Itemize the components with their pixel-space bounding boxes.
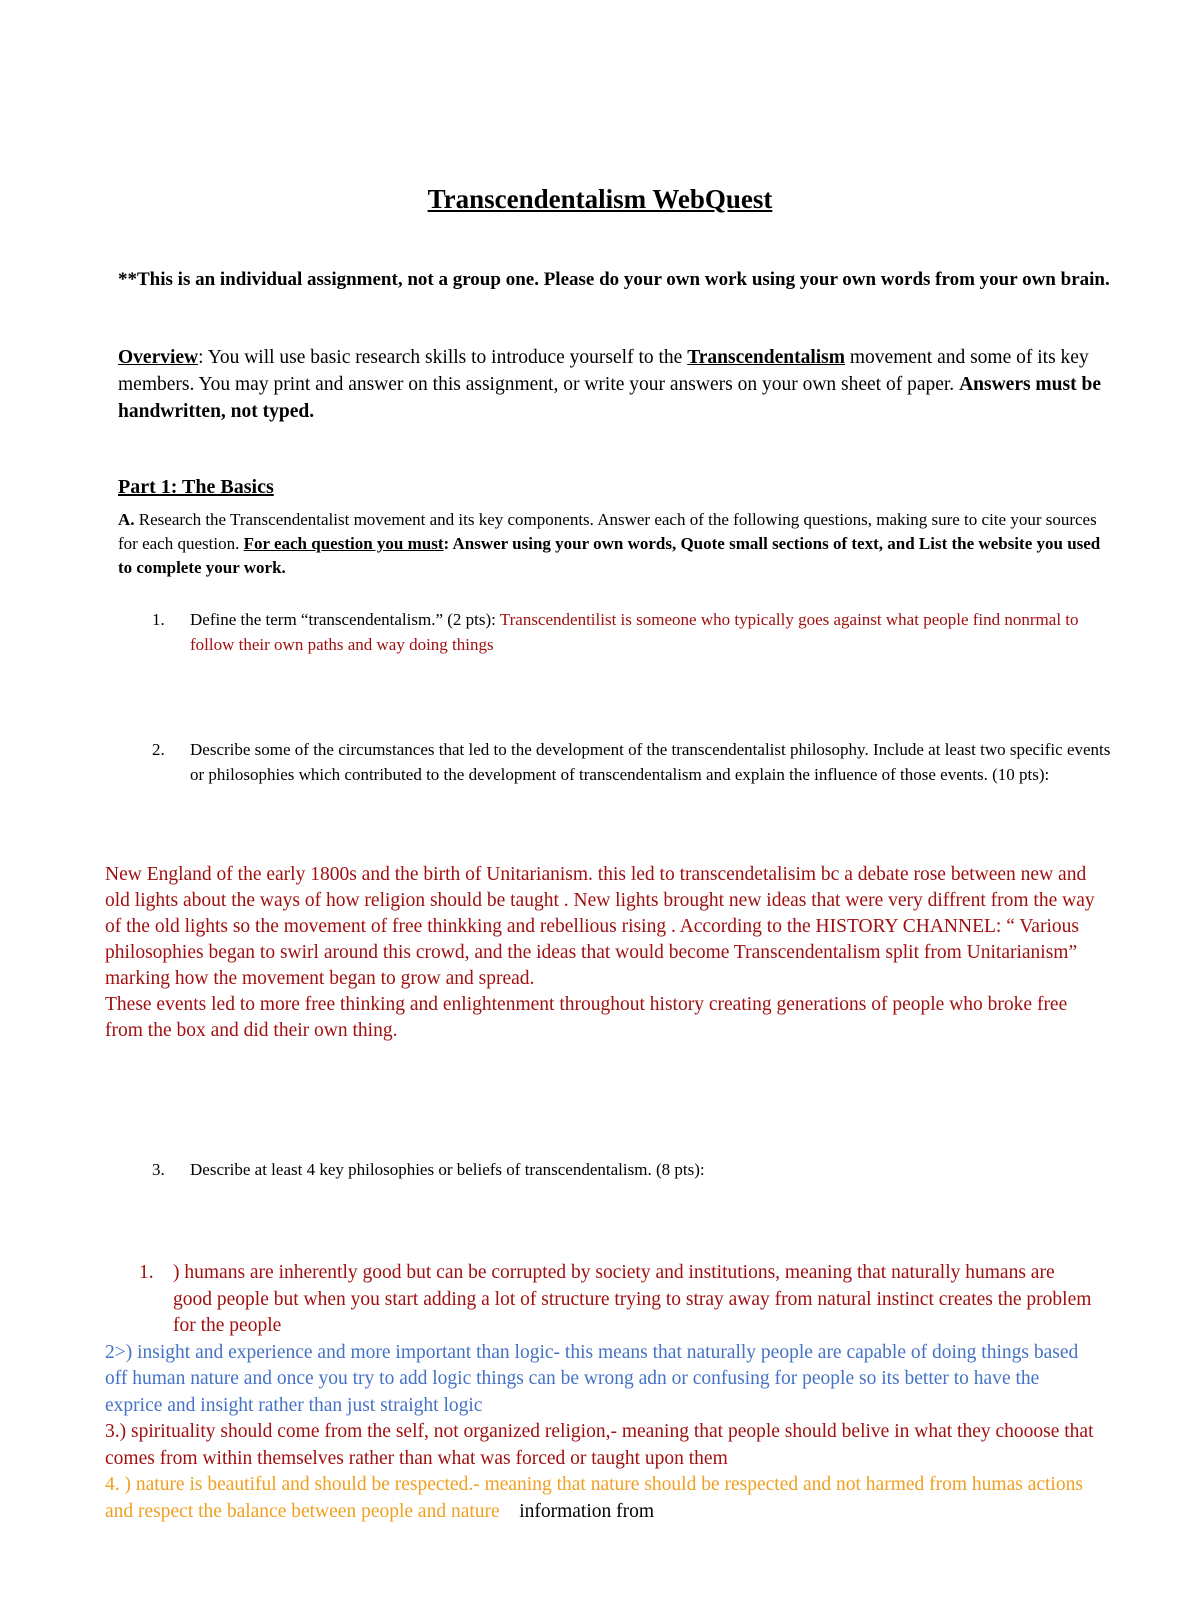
answer-3 — [105, 1260, 1095, 1525]
part1-a-requirements: : Answer using your own words, Quote small sections of text, and List the website you used to complete your work. — [118, 534, 1101, 577]
belief-item-1 — [105, 1260, 1095, 1340]
answer-2-paragraph-2: These events led to more free thinking and enlightenment throughout history creating generations of people who broke free from the box and did their own thing. — [105, 994, 1068, 1041]
belief-item-number: 1. — [139, 1262, 154, 1283]
belief-item-4 — [105, 1472, 1095, 1525]
belief-item-text: ) humans are inherently good but can be corrupted by society and institutions, meaning that naturally humans are good people but when you start adding a lot of structure trying to stray away from natural instinct creates the problem for the people — [173, 1262, 1092, 1336]
overview-text-1: : You will use basic research skills to introduce yourself to the — [198, 347, 688, 368]
part1-heading: Part 1: The Basics — [118, 476, 274, 498]
question-3 — [152, 1157, 1112, 1182]
question-text: Define the term “transcendentalism.” (2 pts): — [190, 610, 500, 629]
question-text: Describe some of the circumstances that led to the development of the transcendentalist philosophy. Include at least two specific events or philosophies which contributed to the development of transcendentalism and explain the influence of those events. (10 pts): — [190, 740, 1111, 784]
belief-item-text: 4. ) nature is beautiful and should be respected.- meaning that nature should be respected and not harmed from humas actions and respect the balance between people and nature — [105, 1474, 1083, 1522]
question-1 — [152, 607, 1112, 657]
belief-item-2: 2>) insight and experience and more important than logic- this means that naturally people are capable of doing things based off human nature and once you try to add logic things can be wrong adn or confusing for people so its better to have the exprice and insight rather than just straight logic — [105, 1341, 1079, 1416]
answer-2-paragraph-1: New England of the early 1800s and the birth of Unitarianism. this led to transcendetalisim bc a debate rose between new and old lights about the ways of how religion should be taught . New lights brought new ideas that were very diffrent from the way of the old lights so the movement of free thinkking and rebellious rising . According to the HISTORY CHANNEL: “ Various philosophies began to swirl around this crowd, and the ideas that would become Transcendentalism split from Unitarianism” marking how the movement began to grow and spread. — [105, 864, 1095, 989]
part1-a-label: A. — [118, 510, 135, 529]
overview-requirement: Answers must be handwritten, not typed. — [118, 374, 1101, 422]
source-note: information from — [519, 1500, 655, 1522]
question-number: 3. — [152, 1160, 165, 1179]
overview-label: Overview — [118, 347, 199, 368]
question-number: 2. — [152, 740, 165, 759]
overview-text-2: movement and some of its key members. You may print and answer on this assignment, or write your answers on your own sheet of paper. — [118, 347, 1089, 395]
part1-a-must: For each question you must — [243, 534, 444, 553]
overview-paragraph — [118, 344, 1118, 425]
answer-2 — [105, 862, 1105, 1044]
question-answer: Transcendentilist is someone who typically goes against what people find nonrmal to follow their own paths and way doing things — [190, 610, 1079, 654]
question-number: 1. — [152, 610, 165, 629]
overview-term: Transcendentalism — [687, 347, 845, 368]
part1-a-text: Research the Transcendentalist movement and its key components. Answer each of the following questions, making sure to cite your sources for each question. — [118, 510, 1097, 553]
part1-instructions — [118, 508, 1108, 580]
page-title: Transcendentalism WebQuest — [427, 184, 773, 214]
question-2 — [152, 737, 1112, 787]
assignment-notice: **This is an individual assignment, not a group one. Please do your own work using your own words from your own brain. — [118, 269, 1110, 290]
belief-item-3: 3.) spirituality should come from the self, not organized religion,- meaning that people should belive in what they chooose that comes from within themselves rather than what was forced or taught upon them — [105, 1421, 1094, 1469]
question-text: Describe at least 4 key philosophies or beliefs of transcendentalism. (8 pts): — [190, 1160, 705, 1179]
